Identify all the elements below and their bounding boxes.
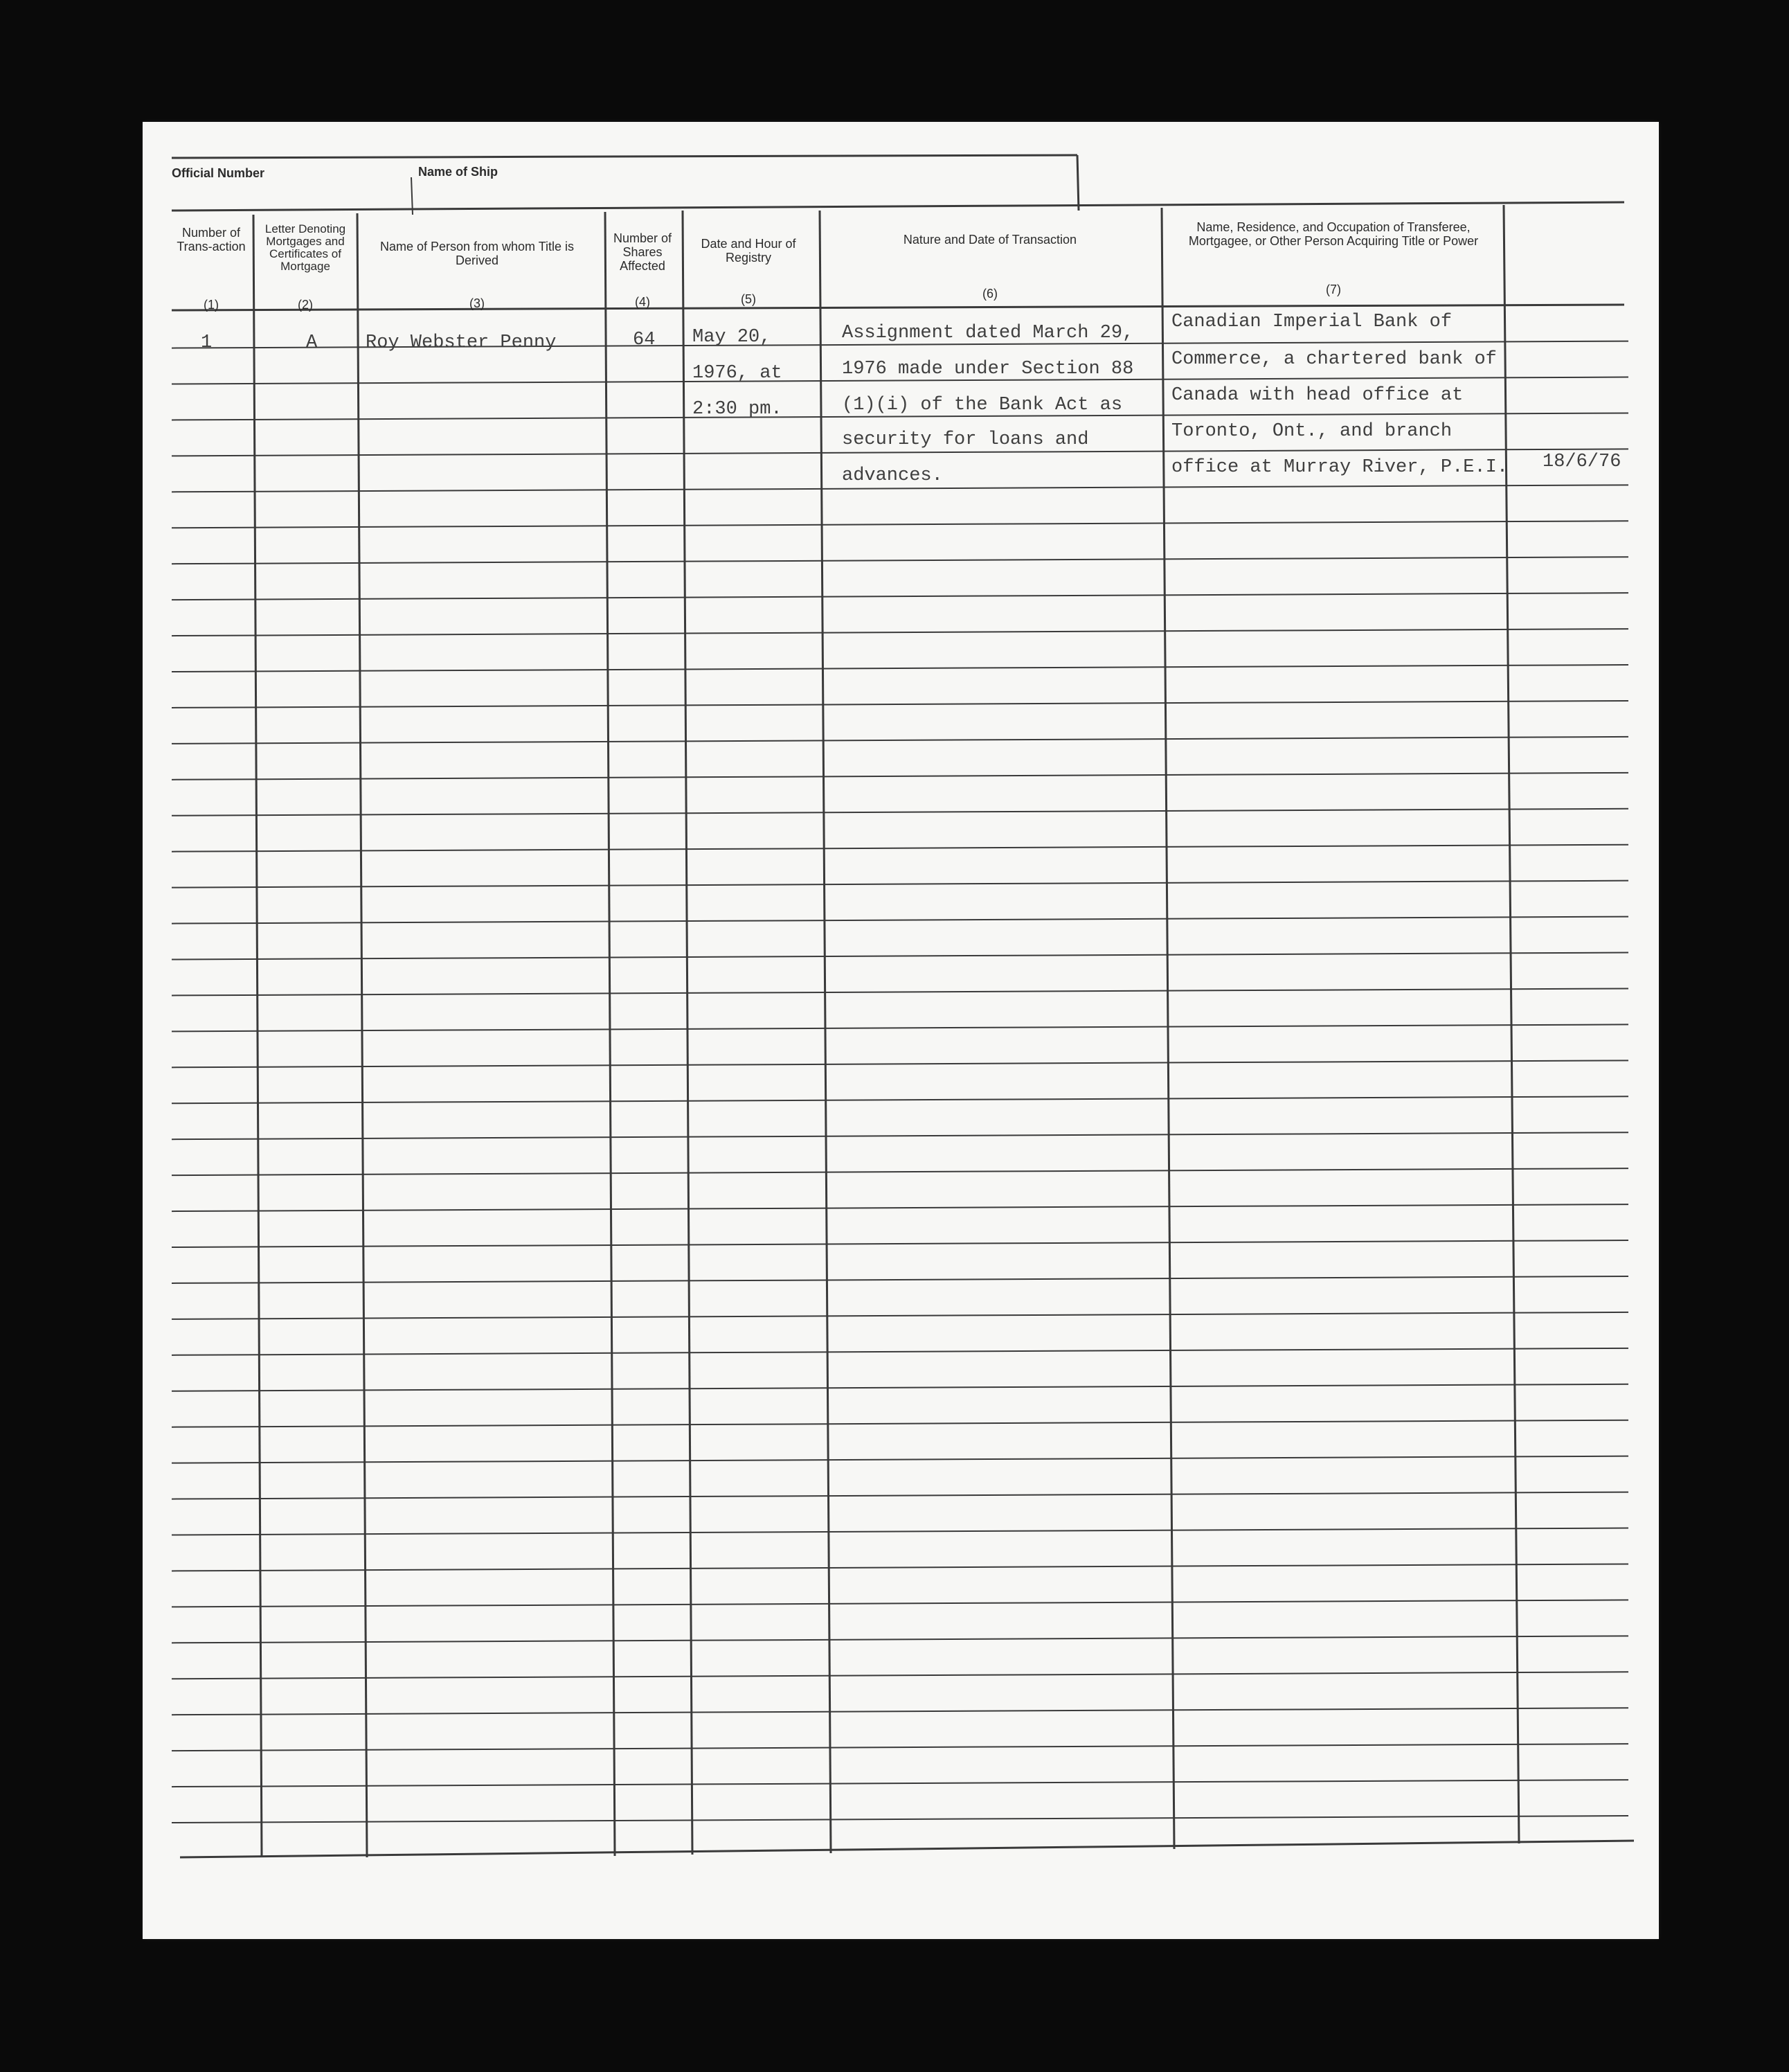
row-rule-33 (172, 1528, 1628, 1535)
row-rule-22 (172, 1132, 1628, 1139)
col7-number: (7) (1326, 283, 1341, 296)
row-rule-40 (172, 1780, 1628, 1787)
col1-number: (1) (204, 298, 219, 312)
registry-line-3: 2:30 pm. (692, 399, 782, 420)
acquirer-line-2: Commerce, a chartered bank of (1171, 349, 1497, 370)
col2-header: Letter Denoting Mortgages and Certificates of Mortgage (264, 222, 346, 273)
col7-header: Name, Residence, and Occupation of Transferee, Mortgagee, or Other Person Acquiring Title or Power (1188, 220, 1479, 248)
official-number-label: Official Number (172, 166, 265, 180)
row-rule-16 (172, 917, 1628, 924)
header-top-rule (172, 202, 1624, 211)
col1-header: Number of Trans-action (177, 226, 246, 253)
row-rule-9 (172, 665, 1628, 672)
row-rule-10 (172, 701, 1628, 708)
row-rule-41 (172, 1816, 1628, 1823)
col6-header: Nature and Date of Transaction (903, 233, 1077, 247)
acquirer-line-4: Toronto, Ont., and branch (1171, 421, 1453, 442)
row-rule-31 (172, 1456, 1628, 1463)
row-rule-26 (172, 1276, 1628, 1283)
registry-line-2: 1976, at (692, 363, 782, 384)
registry-line-1: May 20, (692, 327, 771, 348)
row-rule-28 (172, 1348, 1628, 1355)
row-rule-39 (172, 1744, 1628, 1751)
row-rule-5 (172, 521, 1628, 528)
row-rule-38 (172, 1708, 1628, 1715)
row-rule-29 (172, 1384, 1628, 1391)
row-rule-27 (172, 1312, 1628, 1319)
top-box-right-rule (1077, 155, 1079, 211)
row-rule-36 (172, 1636, 1628, 1643)
from-person: Roy Webster Penny (366, 332, 557, 353)
col3-number: (3) (469, 296, 485, 310)
column-divider-2 (605, 212, 615, 1856)
acquirer-line-1: Canadian Imperial Bank of (1171, 312, 1453, 332)
col2-number: (2) (298, 298, 313, 312)
acquirer-line-3: Canada with head office at (1171, 385, 1464, 406)
row-rule-19 (172, 1024, 1628, 1031)
row-rule-12 (172, 773, 1628, 780)
acquirer-line-5: office at Murray River, P.E.I. (1171, 457, 1509, 478)
row-rule-6 (172, 557, 1628, 564)
row-rule-37 (172, 1672, 1628, 1679)
nature-line-2: 1976 made under Section 88 (842, 359, 1134, 379)
nature-line-4: security for loans and (842, 429, 1089, 450)
ship-name-label: Name of Ship (418, 165, 498, 179)
col5-number: (5) (741, 292, 756, 306)
row-rule-7 (172, 593, 1628, 600)
row-rule-8 (172, 629, 1628, 636)
top-box-top-rule (172, 155, 1077, 158)
col5-header: Date and Hour of Registry (701, 237, 796, 265)
row-rule-23 (172, 1168, 1628, 1175)
column-divider-0 (253, 215, 262, 1857)
col3-header: Name of Person from whom Title is Derived (379, 240, 575, 267)
row-rule-20 (172, 1060, 1628, 1067)
footer-rule (180, 1841, 1634, 1857)
row-rule-25 (172, 1240, 1628, 1247)
row-rule-34 (172, 1564, 1628, 1571)
row-rule-14 (172, 845, 1628, 852)
column-divider-1 (357, 213, 367, 1857)
col6-number: (6) (982, 287, 998, 301)
row-rule-11 (172, 737, 1628, 744)
row-rule-35 (172, 1600, 1628, 1607)
column-divider-6 (1504, 205, 1519, 1843)
row-rule-17 (172, 953, 1628, 960)
column-divider-3 (683, 211, 692, 1855)
transaction-number: 1 (201, 332, 213, 353)
shares-affected: 64 (633, 330, 656, 350)
column-divider-4 (820, 211, 831, 1853)
row-rule-30 (172, 1420, 1628, 1427)
col4-header: Number of Shares Affected (613, 231, 672, 273)
col4-number: (4) (635, 295, 650, 309)
nature-line-5: advances. (842, 465, 943, 486)
row-rule-13 (172, 809, 1628, 816)
registration-date-note: 18/6/76 (1543, 452, 1621, 472)
nature-line-3: (1)(i) of the Bank Act as (842, 395, 1123, 416)
mortgage-letter: A (306, 332, 318, 353)
row-rule-18 (172, 988, 1628, 995)
nature-line-1: Assignment dated March 29, (842, 323, 1134, 343)
row-rule-21 (172, 1096, 1628, 1103)
row-rule-24 (172, 1204, 1628, 1211)
row-rule-15 (172, 881, 1628, 888)
row-rule-32 (172, 1492, 1628, 1499)
